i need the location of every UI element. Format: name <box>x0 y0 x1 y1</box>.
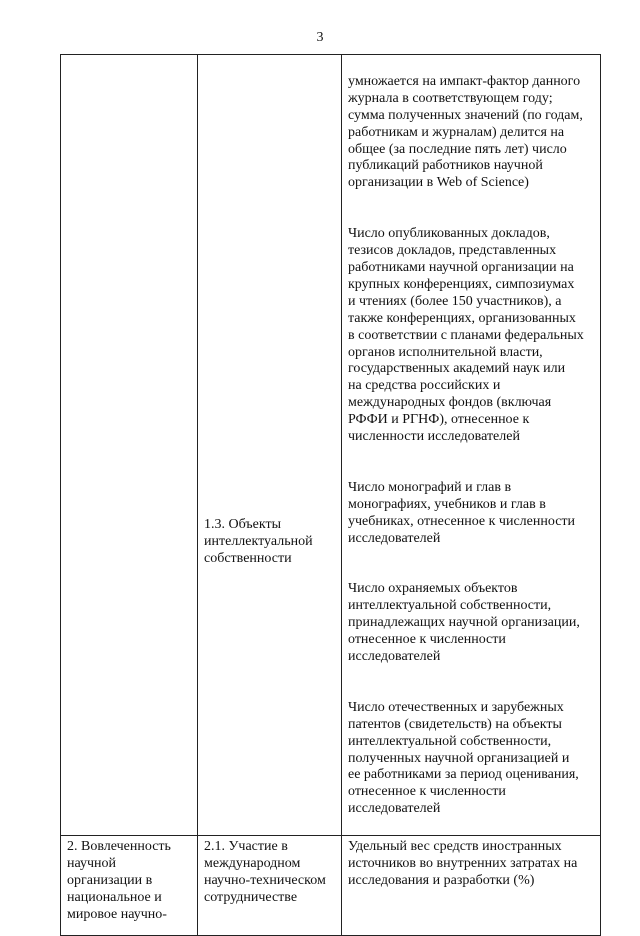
criteria-table <box>60 54 601 936</box>
indicator-text: Удельный вес средств иностранных источников во внутренних затратах на исследования и разработки (%) <box>348 839 578 888</box>
criterion-text: 2. Вовлеченность научной организации в национальное и мировое научно- <box>67 839 171 922</box>
indicator-text: Число опубликованных докладов, тезисов докладов, представленных работниками научной организации на крупных конференциях, симпозиумах и чтениях (более 150 участников), а также конференциях, организованных в соответствии с планами федеральных органов исполнительной власти, государственных академий наук или на средства российских и международных фондов (включая РФФИ и РГНФ), отнесенное к численности исследователей <box>348 226 584 445</box>
indicator-text: умножается на импакт-фактор данного журнала в соответствующем году; сумма полученных значений (по годам, работникам и журналам) делится на общее (за последние пять лет) число публикаций работников научной организации в Web of Science) <box>348 73 583 191</box>
table-row <box>61 836 601 936</box>
indicator-text: Число охраняемых объектов интеллектуальной собственности, принадлежащих научной организации, отнесенное к численности исследователей <box>348 581 580 664</box>
indicator-cell <box>342 836 601 936</box>
table-row <box>61 55 601 836</box>
subcriterion-cell <box>198 836 342 936</box>
subcriterion-text: 2.1. Участие в международном научно-техническом сотрудничестве <box>204 839 326 905</box>
indicator-cell <box>342 55 601 836</box>
subcriterion-cell <box>198 55 342 836</box>
indicator-text: Число отечественных и зарубежных патентов (свидетельств) на объекты интеллектуальной собственности, полученных научной организацией и ее работниками за период оценивания, отнесенное к численности исследователей <box>348 699 579 817</box>
indicator-text: Число монографий и глав в монографиях, учебников и глав в учебниках, отнесенное к численности исследователей <box>348 479 576 546</box>
page-number: 3 <box>316 30 324 45</box>
criterion-cell <box>61 836 198 936</box>
criterion-cell <box>61 55 198 836</box>
subcriterion-text: 1.3. Объекты интеллектуальной собственности <box>204 517 313 566</box>
